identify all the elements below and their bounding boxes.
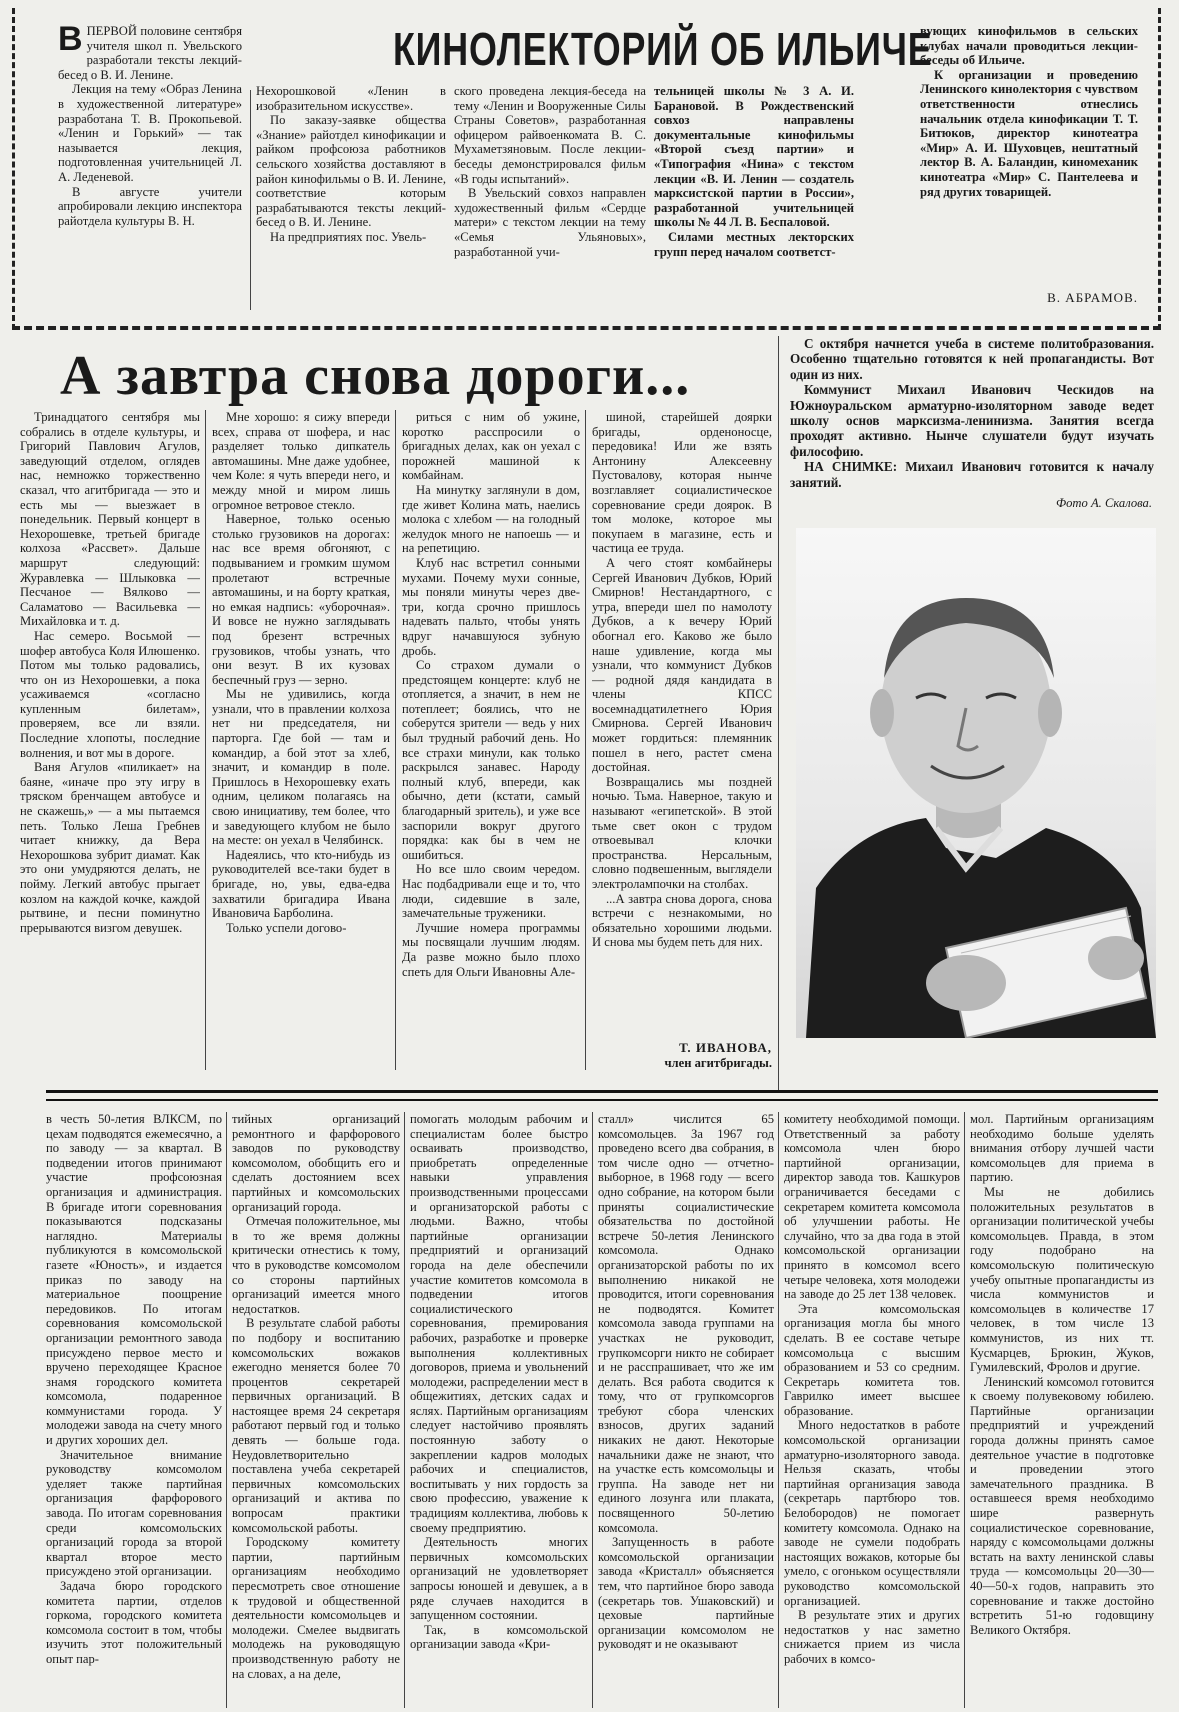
bottom-col-4 [598,1112,774,1708]
top-col5-p2: К организации и проведению Ленинского кинолектория с чувством ответственности отнеслись начальник отдела кинофикации Т. Т. Битюков, директор кинотеатра «Мир» А. И. Шуховцев, нештатный лектор В. А. Баландин, киномеханик кинотеатра «Мир» С. Пантелеева и ряд других товарищей. [920,67,1138,199]
middle-col-3 [402,410,580,1070]
bottom-col5-p4: В результате этих и других недостатков у нас заметно снижается прием из числа рабочих в комсо- [784,1608,960,1666]
top-col3-p1: ского проведена лекция-беседа на тему «Ленин и Вооруженные Силы Страны Советов», разработанная офицером райвоенкомата В. С. Мухаметзяновым. После лекции-беседы демонстрировался фильм «В годы испытаний». [454,84,646,186]
top-article-col-2 [256,84,446,314]
bottom-col3-p1: помогать молодым рабочим и специалистам более быстро осваивать производство, приобретать определенные навыки управления производственными процессами и организаторской работы с людьми. Важно, чтобы партийные организации предприятий и организаций города на деле обеспечили участие комитетов комсомола в подведении итогов социалистического соревнования, премирования рабочих, разработке и проверке выполнения коллективных договоров, приема и увольнений молодежи, распределении мест в общежитиях, детских садах и яслях. Партийным организациям следует настойчиво проявлять постоянную заботу о закреплении кадров молодых рабочих и специалистов, воспитывать у них гордость за свою профессию, уважение к традициям коллектива, любовь к своему предприятию. [410,1112,588,1535]
middle-col-1 [20,410,200,1070]
top-article-col-1 [58,24,242,314]
bottom-col-3 [410,1112,588,1708]
middle-signature: Т. ИВАНОВА, [679,1040,772,1055]
middle-article-headline: А завтра снова дороги... [60,345,691,407]
bottom-article-top-rule [46,1090,1158,1101]
bottom-col3-p2: Деятельность многих первичных комсомольских организаций не удовлетворяет запросы юношей и девушек, а в ряде случаев находится в запущенном состоянии. [410,1535,588,1623]
middle-col2-p1: Мне хорошо: я сижу впереди всех, справа от шофера, и нас разделяет только дипкатель автомашины. Мне даже удобнее, чем Коле: я чуть впереди него, и между мной и миром лишь огромное ветровое стекло. [212,410,390,512]
bottom-col3-p3: Так, в комсомольской организации завода «Кри- [410,1622,588,1652]
middle-col1-p1: Тринадцатого сентября мы собрались в отделе культуры, и Григорий Павлович Агулов, заведующий отделом, оглядев нас, немножко торжественно сказал, что агитбригада — это и есть мы — выезжает в понедельник. Первый концерт в Нехорошевке, третьей бригаде колхоза «Рассвет». Дальше маршрут следующий: Журавлевка — Шлыковка — Песчаное — Вялково — Саламатово — Васильевка — Михайловка и т. д. [20,410,200,629]
middle-col3-p2: На минутку заглянули в дом, где живет Колина мать, наелись молока с хлебом — на голодный желудок много не напоешь — и на репетицию. [402,482,580,556]
top-article-author: В. АБРАМОВ. [1047,290,1138,305]
bottom-divider-5 [964,1112,965,1708]
portrait-photo [796,528,1156,1038]
middle-col-2 [212,410,390,1070]
photo-body: Коммунист Михаил Иванович Ческидов на Южноуральском арматурно-изоляторном заводе ведет школу основ марксизма-ленинизма. Занятия всегда проходят активно. Нынче слушатели будут изучать философию. [790,382,1154,459]
middle-col4-p4: ...А завтра снова дорога, снова встречи с незнакомыми, но обязательно хорошими людьми. И снова мы будем петь для них. [592,891,772,950]
portrait-illustration [796,528,1156,1038]
bottom-col-6 [970,1112,1154,1708]
top-col1-p1: ПЕРВОЙ половине сентября учителя школ п. Увельского разработали тексты лекций-бесед о В. И. Ленине. [58,24,242,82]
middle-col2-p5: Только успели догово- [226,920,347,935]
middle-col3-p6: Лучшие номера программы мы посвящали лучшим людям. Да разве можно было плохо спеть для Ольги Ивановны Але- [402,920,580,979]
top-article-col-3 [454,84,646,314]
middle-col-4 [592,410,772,1030]
photo-intro: С октября начнется учеба в системе политобразования. Особенно тщательно готовятся к ней пропагандисты. Вот один из них. [790,336,1154,382]
middle-col4-p3: Возвращались мы поздней ночью. Тьма. Наверное, такую и называют «египетской». В этой тьме свет окон с трудом отвоевывал клочки пространства. Нерсальным, словно подвешенным, выглядели электролампочки на столбах. [592,774,772,891]
top-article-col-4 [654,84,854,314]
top-col3-p2: В Увельский совхоз направлен художественный фильм «Сердце матери» с текстом лекции на тему «Семья Ульяновых», разработанной учи- [454,186,646,259]
middle-divider-3 [585,410,586,1070]
middle-col4-p1: шиной, старейшей доярки бригады, орденоносце, передовика! Или же взять Антонину Алексеевну Пустовалову, которая нынче возглавляет социалистическое соревнование среди доярок. В том молоке, которое мы покупаем в магазине, есть и частица ее труда. [592,410,772,556]
bottom-col2-p4: Городскому комитету партии, партийным организациям необходимо пересмотреть свое отношение к трудовой и общественной деятельности комсомольцев и молодежи. Смелее выдвигать молодежь на руководящую производственную работу не на словах, а на деле, [232,1535,400,1681]
middle-col2-p4: Надеялись, что кто-нибудь из руководителей все-таки будет в бригаде, но, увы, едва-едва захватили бригадира Ивана Ивановича Барболина. [212,847,390,921]
bottom-col4-p2: Запущенность в работе комсомольской организации завода «Кристалл» объясняется тем, что партийное бюро завода (секретарь тов. Ушаковский) и цеховые партийные организации комсомолом не руководят и не оказывают [598,1535,774,1652]
middle-divider-2 [395,410,396,1070]
bottom-divider-3 [592,1112,593,1708]
bottom-divider-1 [226,1112,227,1708]
bottom-divider-4 [778,1112,779,1708]
middle-col3-p5: Но все шло своим чередом. Нас подбадривали еще и то, что люди, сидевшие в зале, замечательные труженики. [402,862,580,921]
top-col2-p1: Нехорошковой «Ленин в изобразительном искусстве». [256,84,446,113]
middle-col3-p3: Клуб нас встретил сонными мухами. Почему мухи сонные, мы поняли минуты через две-три, когда срочно пришлось надевать пальто, чтобы унять вдруг начавшуюся зубную дробь. [402,555,580,658]
top-col1-p3: В августе учители апробировали лекцию инспектора райотдела культуры В. Н. [58,184,242,228]
bottom-col5-p2: Эта комсомольская организация могла бы много сделать. В ее составе четыре комсомольца с высшим образованием и 53 со средним. Секретарь комитета тов. Гаврилко имеет высшее образование. [784,1301,960,1418]
bottom-col2-p3: В результате слабой работы по подбору и воспитанию комсомольских вожаков ежегодно меняется более 70 процентов секретарей первичных организаций. В настоящее время 24 секретаря работают первый год и только девять — больше года. Неудовлетворительно поставлена учеба секретарей первичных комсомольских организаций и актива по вопросам практики комсомольской работы. [232,1316,400,1535]
middle-col2-p2: Наверное, только осенью столько грузовиков на дорогах: нас все время обгоняют, с подвыванием и громким шумом пролетают встречные автомашины, и на борту краткая, но емкая надпись: «уборочная». И вовсе не нужно заглядывать под брезент встречных грузовиков, чтобы узнать, что они везут. В их кузовах беспечный груз — зерно. [212,512,390,687]
bottom-col2-p1: тийных организаций ремонтного и фарфорового заводов по руководству комсомолом, обобщить его и сделать достоянием всех партийных и комсомольских организаций города. [232,1112,400,1214]
middle-col2-p3: Мы не удивились, когда узнали, что в правлении колхоза нет ни председателя, ни парторга. Где бой — там и командир, а бой этот за хлеб, значит, и командир в поле. Пришлось в Нехорошевку ехать одним, целиком полагаясь на свою инициативу, тем более, что и заведующего клубом не было на месте: он уехал в Челябинск. [212,687,390,848]
photo-block-divider [778,336,779,1090]
bottom-col5-p3: Много недостатков в работе комсомольской организации арматурно-изоляторного завода. Нельзя сказать, чтобы партийная организация завода (секретарь партбюро тов. Белобородов) не помогает комитету комсомола. Однако на заводе не сумели подобрать настоящих вожаков, которые бы умело, с огоньком осуществляли руководство комсомольской организацией. [784,1418,960,1608]
bottom-col6-p2: Мы не добились положительных результатов в организации политической учебы комсомольцев. Правда, в этом году подобрано на комсомольскую политическую учебу опытные пропагандисты из числа коммунистов и комсомольцев в количестве 17 человек, в том числе 13 коммунистов, из них тт. Кусмарцев, Брюкин, Жуков, Гумилевский, Фролов и другие. [970,1184,1154,1375]
top-col5-p1: вующих кинофильмов в сельских клубах начали проводиться лекции-беседы об Ильиче. [920,24,1138,68]
bottom-col6-p1: мол. Партийным организациям необходимо больше уделять внимания отбору лучшей части комсомольцев для приема в партию. [970,1112,1154,1185]
middle-col1-p3: Ваня Агулов «пиликает» на баяне, «иначе про эту игру в тряском бренчащем автобусе и не скажешь,» — а мы пытаемся петь. Только Леша Гребнев читает книжку, да Вера Нехорошкова зубрит диамат. Как это они умудряются делать, не пойму. Легкий автобус прыгает козлом на каждой кочке, каждой рытвине, и песни поминутно прерываются визгом девушек. [20,760,200,935]
bottom-divider-2 [404,1112,405,1708]
bottom-col1-p2: Значительное внимание руководству комсомолом уделяет также партийная организация фарфорового завода. По итогам соревнования среди комсомольских организаций города за второй квартал второе место присуждено этой организации. [46,1447,222,1579]
top-col4-p2: Силами местных лекторских групп перед началом соответст- [654,229,854,259]
middle-signature-role: член агитбригады. [664,1056,772,1070]
bottom-col1-p1: в честь 50-летия ВЛКСМ, по цехам подводятся ежемесячно, а по заводу — за квартал. В подведении итогов принимают участие профсоюзная организация и администрация. В бригаде итоги соревнования показываются подсказаны наглядно. Материалы публикуются в комсомольской газете «Юность», и издается приказ по заводу на материальное поощрение передовиков. По итогам соревнования комсомольской организации ремонтного завода присуждено первое место и вручено переходящее Красное знамя городского комитета комсомола, подаренное коммунистами города. У молодежи завода на счету много и других хороших дел. [46,1112,222,1448]
top-article-col-5 [920,24,1138,284]
bottom-col1-p3: Задача бюро городского комитета партии, отделов горкома, городского комитета комсомола состоит в том, чтобы изучить этот положительный опыт пар- [46,1579,222,1666]
drop-cap: В [58,24,83,58]
bottom-col-1 [46,1112,222,1708]
middle-col1-p2: Нас семеро. Восьмой — шофер автобуса Коля Илюшенко. Потом мы только радовались, что он из Нехорошевки, а пока усаживаемся «согласно купленным билетам», проверяем, все ли взяли. Последние хлопоты, последние волнения, и вот мы в дороге. [20,628,200,760]
bottom-col6-p3: Ленинский комсомол готовится к своему полувековому юбилею. Партийные организации предприятий и учреждений города должны принять самое деятельное участие в подготовке и проведении этого замечательного праздника. В оставшееся время необходимо шире развернуть социалистическое соревнование, наряду с комсомольцами должны встать на вахту ленинской славы труда — комсомольцы 20—30—40—50-х годов, направить это соревнование и также достойно встретить 51-ю годовщину Великого Октября. [970,1374,1154,1637]
middle-divider-1 [205,410,206,1070]
photo-caption: Михаил Иванович готовится к началу занятий. [790,459,1154,490]
top-col1-p2: Лекция на тему «Образ Ленина в художественной литературе» разработана Т. В. Прокопьевой. «Ленин и Горький» — так называется лекция, подготовленная учительницей Л. А. Леденевой. [58,82,242,184]
photo-credit: Фото А. Скалова. [1056,496,1152,510]
top-col-divider [250,90,251,310]
bottom-col-5 [784,1112,960,1708]
middle-col3-p1: риться с ним об ужине, коротко расспросили о бригадных делах, как он уехал с порожней машиной к комбайнам. [402,410,580,483]
bottom-col2-p2: Отмечая положительное, мы в то же время должны критически отнестись к тому, что в руководстве комсомолом со стороны партийных организаций имеется много недостатков. [232,1214,400,1316]
middle-col3-p4: Со страхом думали о предстоящем концерте: клуб не отопляется, а значит, в нем не потеплеет; боялись, что не соберутся зрители — ведь у них был трудный рабочий день. Но все страхи минули, как только раскрылся занавес. Народу полный клуб, впереди, как обычно, дети (кстати, самый благодарный зритель), и уже все заспорили вокруг другого порядка: как бы в чем не ошибиться. [402,658,580,862]
bottom-col-2 [232,1112,400,1708]
top-article-title: КИНОЛЕКТОРИЙ ОБ ИЛЬИЧЕ [393,23,933,75]
bottom-col5-p1: комитету необходимой помощи. Ответственный за работу комсомола член бюро партийной организации, директор завода тов. Кашкуров ограничивается беседами с секретарем комитета комсомола об улучшении работы. Не случайно, что за два года в этой комсомольской организации принято в комсомол всего четыре человека, хотя молодежи на заводе до 25 лет 138 человек. [784,1112,960,1302]
top-col4-p1: тельницей школы № 3 А. И. Барановой. В Рождественский совхоз направлены документальные кинофильмы «Второй съезд партии» и «Типография «Нина» с текстом лекции «В. И. Ленин — создатель марксистской партии в России», разработанной учительницей школы № 44 Л. В. Беспаловой. [654,84,854,230]
middle-col4-p2: А чего стоят комбайнеры Сергей Иванович Дубков, Юрий Смирнов! Нестандартного, с утра, впереди шел по намолоту Дубков, а к вечеру Юрий обогнал его. Каково же было наше удивление, когда мы узнали, что коммунист Дубков — родной дядя кандидата в члены КПСС восемнадцатилетнего Юрия Смирнова. Сергей Иванович может гордиться: племянник пошел в него, растет смена достойная. [592,555,772,775]
top-col2-p2: По заказу-заявке общества «Знание» райотдел кинофикации и райком профсоюза работников сельского хозяйства доставляют в район кинофильмы о В. И. Ленине, соответствие которым разрабатываются тексты лекций-бесед о В. И. Ленине. [256,113,446,230]
top-col2-p3: На предприятиях пос. Увель- [270,229,427,244]
photo-caption-label: НА СНИМКЕ: [804,459,898,475]
bottom-col4-p1: сталл» числится 65 комсомольцев. За 1967 год проведено всего два собрания, в том числе одно — отчетно-выборное, в 1968 году — всего одно собрание, на котором были приняты социалистические обязательства по достойной встрече 50-летия Ленинского комсомола. Однако организаторской работы по их выполнению никакой не проводится, итоги соревнования не подводятся. Комитет комсомола завода группами на участках не руководит, групкомсорги никто не собирает и не расспрашивает, что же им делать. Вся работа сводится к тому, что от групкомсоргов требуют сбора членских взносов, других заданий никаких не дают. Некоторые начальники даже не знают, что на участке есть комсомольцы и группа. На заводе нет ни единого лозунга или плаката, посвященного 50-летию комсомола. [598,1112,774,1535]
